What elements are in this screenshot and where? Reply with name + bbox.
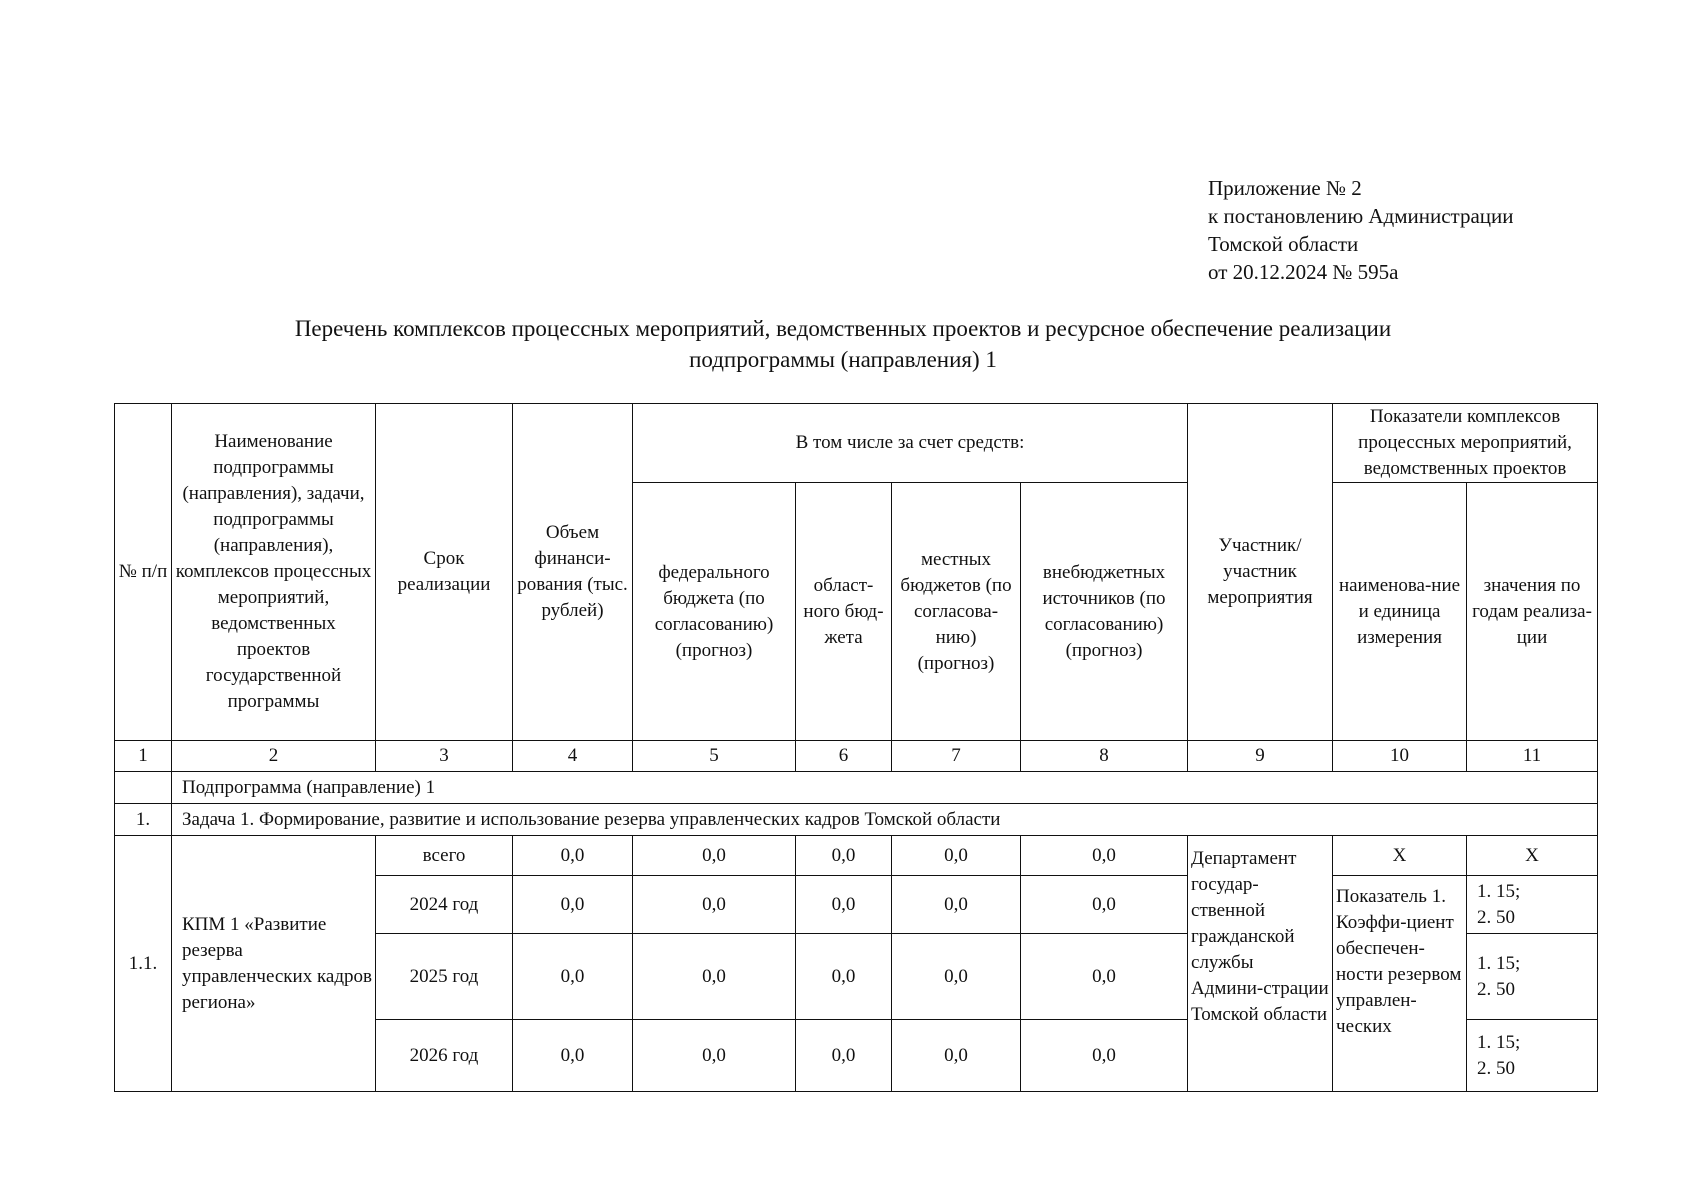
resource-table <box>114 403 1598 1092</box>
regional-cell: 0,0 <box>796 1020 892 1092</box>
appendix-line-4: от 20.12.2024 № 595а <box>1208 260 1399 284</box>
participant-cell: Департамент государ-ственной гражданской службы Админи-страции Томской области <box>1188 836 1333 1092</box>
header-ind-name: наименова-ние и единица измерения <box>1333 483 1467 741</box>
header-federal: федерального бюджета (по согласованию) (прогноз) <box>633 483 796 741</box>
header-volume: Объем финанси-рования (тыс. рублей) <box>513 404 633 741</box>
regional-cell: 0,0 <box>796 876 892 934</box>
header-term: Срок реализации <box>376 404 513 741</box>
extra-cell: 0,0 <box>1021 836 1188 876</box>
appendix-line-3: Томской области <box>1208 232 1359 256</box>
col-number: 4 <box>513 741 633 772</box>
extra-cell: 0,0 <box>1021 1020 1188 1092</box>
term-cell: всего <box>376 836 513 876</box>
col-number: 2 <box>172 741 376 772</box>
local-cell: 0,0 <box>892 836 1021 876</box>
subprogram-row <box>115 772 1598 804</box>
federal-cell: 0,0 <box>633 836 796 876</box>
col-number: 5 <box>633 741 796 772</box>
regional-cell: 0,0 <box>796 934 892 1020</box>
local-cell: 0,0 <box>892 1020 1021 1092</box>
term-cell: 2024 год <box>376 876 513 934</box>
local-cell: 0,0 <box>892 876 1021 934</box>
header-regional: област-ного бюд-жета <box>796 483 892 741</box>
header-local: местных бюджетов (по согласова-нию) (прогноз) <box>892 483 1021 741</box>
x-cell-name: X <box>1333 836 1467 876</box>
federal-cell: 0,0 <box>633 1020 796 1092</box>
table-row <box>115 836 1598 876</box>
task-row <box>115 804 1598 836</box>
volume-cell: 0,0 <box>513 1020 633 1092</box>
header-indicators: Показатели комплексов процессных мероприятий, ведомственных проектов <box>1333 404 1598 483</box>
col-number: 10 <box>1333 741 1467 772</box>
header-name: Наименование подпрограммы (направления), задачи, подпрограммы (направления), комплексов процессных мероприятий, ведомственных проектов государственной программы <box>172 404 376 741</box>
task-text: Задача 1. Формирование, развитие и использование резерва управленческих кадров Томской области <box>172 804 1598 836</box>
local-cell: 0,0 <box>892 934 1021 1020</box>
term-cell: 2026 год <box>376 1020 513 1092</box>
col-number: 1 <box>115 741 172 772</box>
subprogram-label: Подпрограмма (направление) 1 <box>172 772 1598 804</box>
task-num: 1. <box>115 804 172 836</box>
column-numbers-row <box>115 741 1598 772</box>
appendix-block <box>1208 174 1514 286</box>
col-number: 11 <box>1467 741 1598 772</box>
header-participant: Участник/ участник мероприятия <box>1188 404 1333 741</box>
col-number: 6 <box>796 741 892 772</box>
volume-cell: 0,0 <box>513 876 633 934</box>
title-line-2: подпрограммы (направления) 1 <box>689 347 997 372</box>
extra-cell: 0,0 <box>1021 934 1188 1020</box>
federal-cell: 0,0 <box>633 934 796 1020</box>
header-extra: внебюджетных источников (по согласованию) (прогноз) <box>1021 483 1188 741</box>
term-cell: 2025 год <box>376 934 513 1020</box>
indicator-value-cell: 1. 15; 2. 50 <box>1467 1020 1598 1092</box>
x-cell-values: X <box>1467 836 1598 876</box>
col-number: 9 <box>1188 741 1333 772</box>
regional-cell: 0,0 <box>796 836 892 876</box>
title-line-1: Перечень комплексов процессных мероприятий, ведомственных проектов и ресурсное обеспечение реализации <box>294 316 1392 341</box>
federal-cell: 0,0 <box>633 876 796 934</box>
volume-cell: 0,0 <box>513 934 633 1020</box>
indicator-value-cell: 1. 15; 2. 50 <box>1467 934 1598 1020</box>
appendix-line-1: Приложение № 2 <box>1208 176 1362 200</box>
header-ind-values: значения по годам реализа-ции <box>1467 483 1598 741</box>
header-including: В том числе за счет средств: <box>633 404 1188 483</box>
volume-cell: 0,0 <box>513 836 633 876</box>
kpm-num: 1.1. <box>115 836 172 1092</box>
col-number: 3 <box>376 741 513 772</box>
header-num: № п/п <box>115 404 172 741</box>
col-number: 7 <box>892 741 1021 772</box>
indicator-value-cell: 1. 15; 2. 50 <box>1467 876 1598 934</box>
appendix-line-2: к постановлению Администрации <box>1208 204 1514 228</box>
extra-cell: 0,0 <box>1021 876 1188 934</box>
col-number: 8 <box>1021 741 1188 772</box>
document-title <box>140 313 1546 375</box>
indicator-name-cell: Показатель 1. Коэффи-циент обеспечен-ности резервом управлен-ческих <box>1333 876 1467 1092</box>
kpm-name: КПМ 1 «Развитие резерва управленческих кадров региона» <box>172 836 376 1092</box>
